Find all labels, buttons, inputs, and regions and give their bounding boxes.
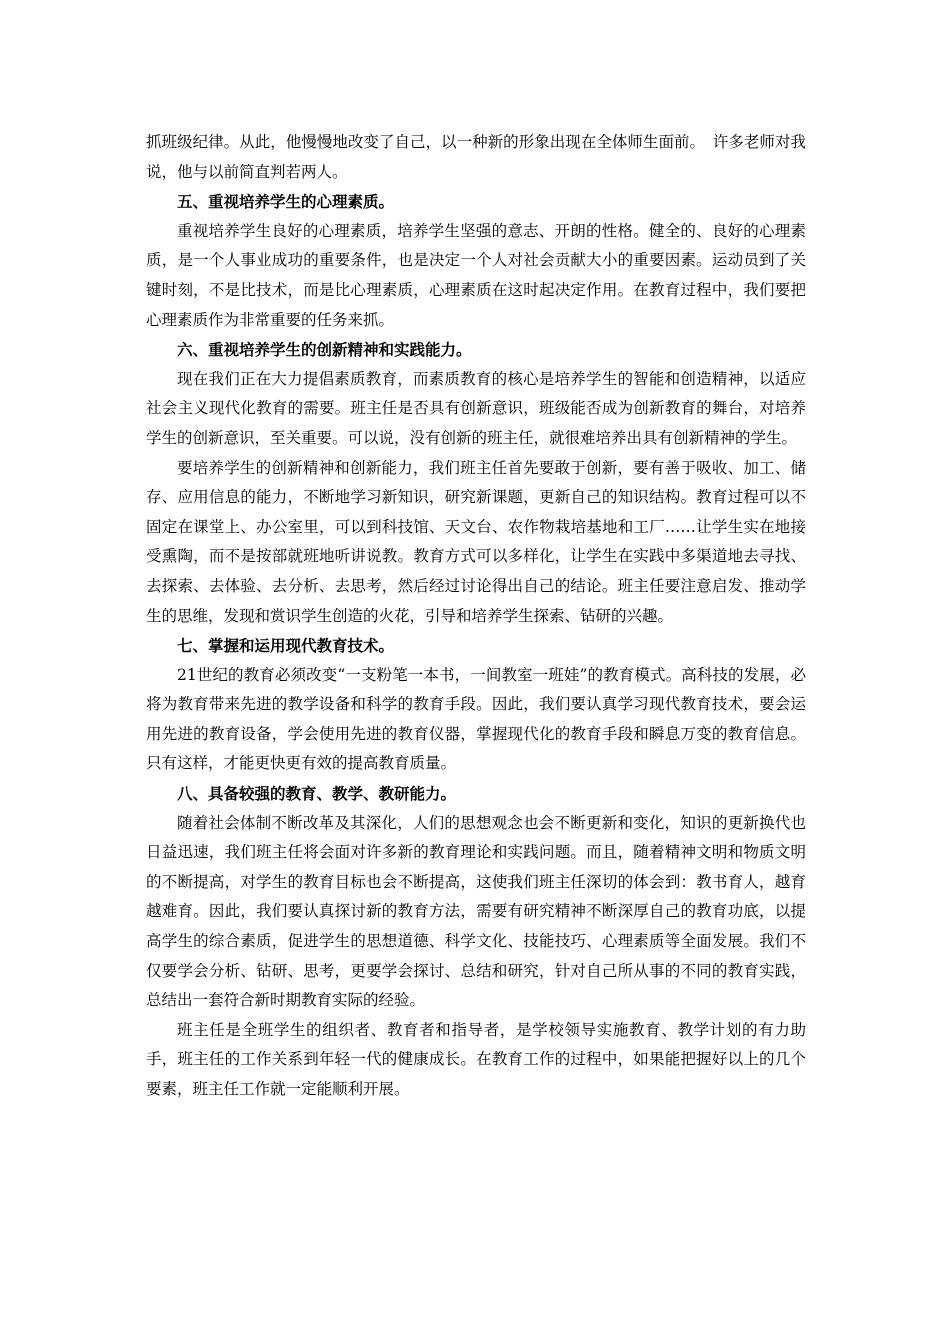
paragraph-continuation: 抓班级纪律。从此，他慢慢地改变了自己，以一种新的形象出现在全体师生面前。 许多老师对我说，他与以前简直判若两人。 [146,133,806,181]
paragraph-conclusion: 班主任是全班学生的组织者、教育者和指导者，是学校领导实施教育、教学计划的有力助手，班主任的工作关系到年轻一代的健康成长。在教育工作的过程中，如果能把握好以上的几个要素，班主任工作就一定能顺利开展。 [146,1020,806,1098]
section-heading-7: 七、掌握和运用现代教育技术。 [177,636,395,656]
section-heading-6: 六、重视培养学生的创新精神和实践能力。 [177,340,472,360]
paragraph-innovation-practice: 要培养学生的创新精神和创新能力，我们班主任首先要敢于创新，要有善于吸收、加工、储存、应用信息的能力，不断地学习新知识，研究新课题，更新自己的知识结构。教育过程可以不固定在课堂上、办公室里，可以到科技馆、天文台、农作物栽培基地和工厂……让学生实在地接受熏陶，而不是按部就班地听讲说教。教育方式可以多样化，让学生在实践中多渠道地去寻找、去探索、去体验、去分析、去思考，然后经过讨论得出自己的结论。班主任要注意启发、推动学生的思维，发现和赏识学生创造的火花，引导和培养学生探索、钻研的兴趣。 [146,458,806,625]
paragraph-research-ability: 随着社会体制不断改革及其深化，人们的思想观念也会不断更新和变化，知识的更新换代也日益迅速，我们班主任将会面对许多新的教育理论和实践问题。而且，随着精神文明和物质文明的不断提高，对学生的教育目标也会不断提高，这使我们班主任深切的体会到：教书育人，越育越难育。因此，我们要认真探讨新的教育方法，需要有研究精神不断深厚自己的教育功底，以提高学生的综合素质，促进学生的思想道德、科学文化、技能技巧、心理素质等全面发展。我们不仅要学会分析、钻研、思考，更要学会探讨、总结和研究，针对自己所从事的不同的教育实践，总结出一套符合新时期教育实际的经验。 [146,813,806,1010]
document-page [146,128,806,1105]
section-heading-5: 五、重视培养学生的心理素质。 [177,192,395,212]
paragraph-innovation-core: 现在我们正在大力提倡素质教育，而素质教育的核心是培养学生的智能和创造精神，以适应社会主义现代化教育的需要。班主任是否具有创新意识，班级能否成为创新教育的舞台，对培养学生的创新意识，至关重要。可以说，没有创新的班主任，就很难培养出具有创新精神的学生。 [146,369,806,447]
paragraph-psychology: 重视培养学生良好的心理素质，培养学生坚强的意志、开朗的性格。健全的、良好的心理素质，是一个人事业成功的重要条件，也是决定一个人对社会贡献大小的重要因素。运动员到了关键时刻，不是比技术，而是比心理素质，心理素质在这时起决定作用。在教育过程中，我们要把心理素质作为非常重要的任务来抓。 [146,221,806,329]
section-heading-8: 八、具备较强的教育、教学、教研能力。 [177,784,457,804]
paragraph-modern-technology: 21世纪的教育必须改变“一支粉笔一本书，一间教室一班娃”的教育模式。高科技的发展，必将为教育带来先进的教学设备和科学的教育手段。因此，我们要认真学习现代教育技术，要会运用先进的教育设备，学会使用先进的教育仪器，掌握现代化的教育手段和瞬息万变的教育信息。只有这样，才能更快更有效的提高教育质量。 [146,665,806,773]
